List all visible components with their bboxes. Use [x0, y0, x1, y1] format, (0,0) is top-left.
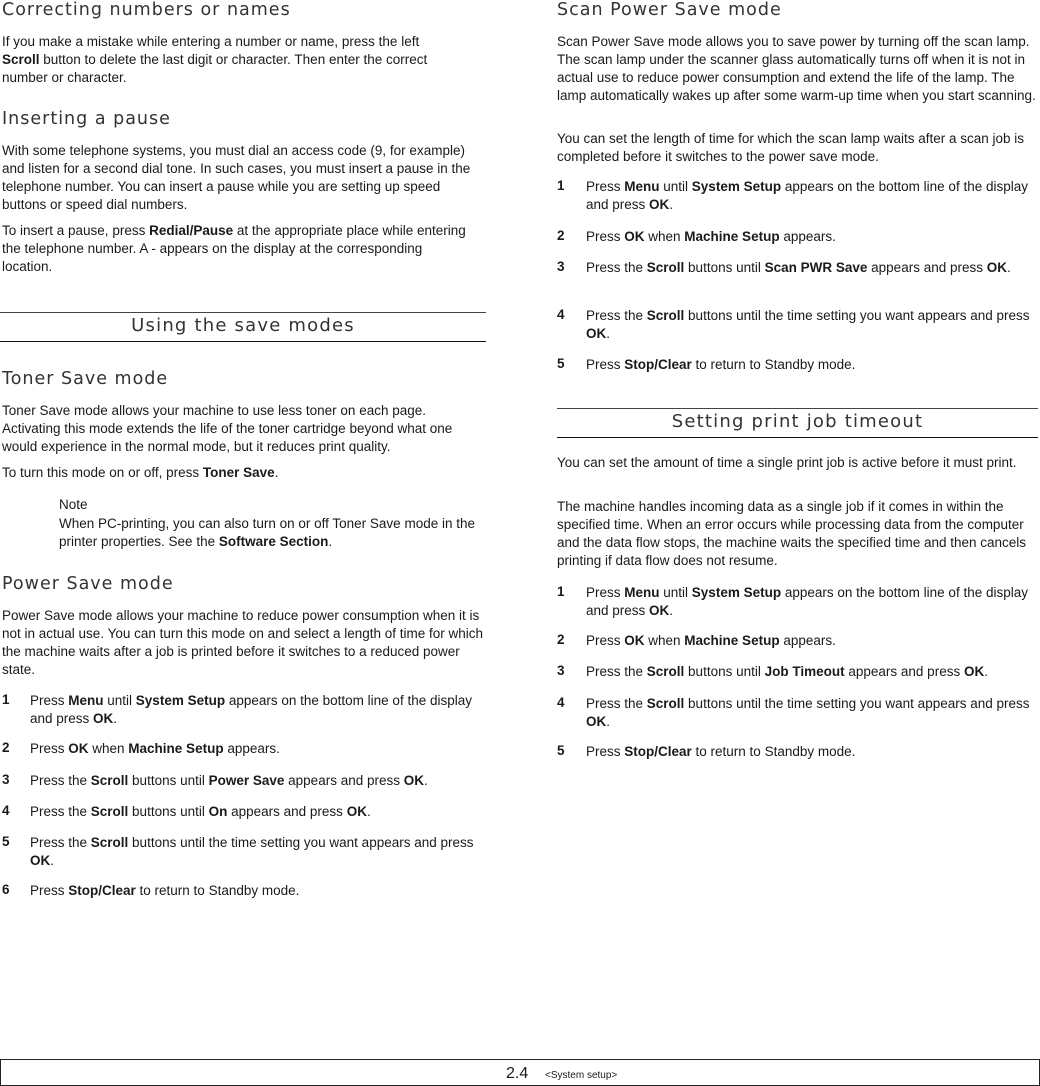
note-text: When PC-printing, you can also turn on or off Toner Save mode in the printer properties. See the Software Section. [59, 516, 475, 549]
scan-step-2: Press OK when Machine Setup appears. [586, 229, 836, 244]
toner-text-2: To turn this mode on or off, press Toner Save. [2, 465, 279, 480]
footer-section-label: <System setup> [545, 1070, 618, 1081]
scan-step-3: Press the Scroll buttons until Scan PWR Save appears and press OK. [586, 260, 1011, 275]
step-number: 5 [557, 743, 565, 758]
power-step-6: Press Stop/Clear to return to Standby mode. [30, 883, 300, 898]
section-title-save-modes: Using the save modes [131, 315, 355, 336]
scan-step-1: Press Menu until System Setup appears on the bottom line of the display and press OK. [586, 179, 1028, 212]
timeout-step-3: Press the Scroll buttons until Job Timeout appears and press OK. [586, 664, 988, 679]
pause-text-2: To insert a pause, press Redial/Pause at the appropriate place while entering the telephone number. A - appears on the display at the corresponding location. [2, 223, 466, 274]
step-number: 2 [557, 228, 565, 243]
heading-pause: Inserting a pause [2, 109, 171, 129]
step-number: 4 [557, 307, 565, 322]
step-number: 1 [557, 584, 565, 599]
scan-text-1: Scan Power Save mode allows you to save power by turning off the scan lamp. The scan lamp under the scanner glass automatically turns off when it is not in actual use to reduce power consumption and extend the life of the lamp. The lamp automatically wakes up after some warm-up time when you start scanning. [557, 34, 1036, 103]
page-number: 2.4 [506, 1065, 529, 1082]
step-number: 3 [557, 259, 565, 274]
heading-power-save: Power Save mode [2, 574, 174, 594]
step-number: 5 [557, 356, 565, 371]
timeout-text-1: You can set the amount of time a single print job is active before it must print. [557, 455, 1017, 470]
pause-text-1: With some telephone systems, you must dial an access code (9, for example) and listen for a second dial tone. In such cases, you must insert a pause in the telephone number. You can insert a pause while you are setting up speed buttons or speed dial numbers. [2, 143, 471, 212]
timeout-step-5: Press Stop/Clear to return to Standby mode. [586, 744, 856, 759]
power-step-2: Press OK when Machine Setup appears. [30, 741, 280, 756]
timeout-step-2: Press OK when Machine Setup appears. [586, 633, 836, 648]
heading-correcting: Correcting numbers or names [2, 0, 291, 20]
scan-text-2: You can set the length of time for which the scan lamp waits after a scan job is completed before it switches to the power save mode. [557, 131, 1025, 164]
power-step-3: Press the Scroll buttons until Power Save appears and press OK. [30, 773, 428, 788]
timeout-text-2: The machine handles incoming data as a single job if it comes in within the specified time. When an error occurs while processing data from the computer and the data flow stops, the machine waits the specified time and then cancels printing if data flow does not resume. [557, 499, 1027, 568]
step-number: 3 [2, 772, 10, 787]
note-label: Note [59, 497, 88, 512]
scan-step-4: Press the Scroll buttons until the time setting you want appears and press OK. [586, 308, 1030, 341]
step-number: 2 [557, 632, 565, 647]
section-title-print-timeout: Setting print job timeout [671, 411, 924, 432]
heading-toner-save: Toner Save mode [2, 369, 169, 389]
step-number: 3 [557, 663, 565, 678]
step-number: 5 [2, 834, 10, 849]
section-print-timeout [557, 408, 1038, 438]
step-number: 1 [2, 692, 10, 707]
toner-text-1: Toner Save mode allows your machine to use less toner on each page. Activating this mode extends the life of the toner cartridge beyond what one would experience in the normal mode, but it reduces print quality. [2, 403, 453, 454]
step-number: 2 [2, 740, 10, 755]
step-number: 4 [2, 803, 10, 818]
step-number: 4 [557, 695, 565, 710]
section-save-modes [0, 312, 486, 342]
timeout-step-4: Press the Scroll buttons until the time setting you want appears and press OK. [586, 696, 1030, 729]
power-step-1: Press Menu until System Setup appears on the bottom line of the display and press OK. [30, 693, 472, 726]
scan-step-5: Press Stop/Clear to return to Standby mode. [586, 357, 856, 372]
heading-scan-power-save: Scan Power Save mode [557, 0, 782, 20]
power-step-4: Press the Scroll buttons until On appears and press OK. [30, 804, 371, 819]
timeout-step-1: Press Menu until System Setup appears on the bottom line of the display and press OK. [586, 585, 1028, 618]
power-step-5: Press the Scroll buttons until the time setting you want appears and press OK. [30, 835, 474, 868]
step-number: 6 [2, 882, 10, 897]
step-number: 1 [557, 178, 565, 193]
power-text-1: Power Save mode allows your machine to reduce power consumption when it is not in actual use. You can turn this mode on and select a length of time for which the machine waits after a job is printed before it switches to a reduced power state. [2, 608, 484, 677]
correcting-text: If you make a mistake while entering a number or name, press the left Scroll button to delete the last digit or character. Then enter the correct number or character. [2, 34, 428, 85]
